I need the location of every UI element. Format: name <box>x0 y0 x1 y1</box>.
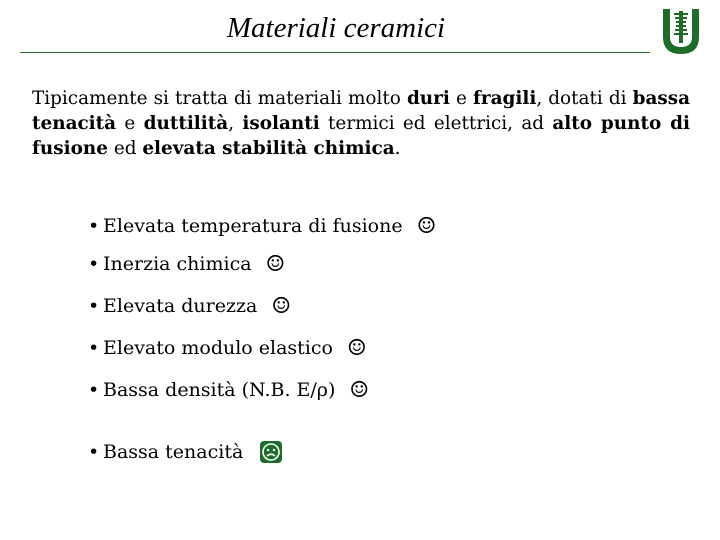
intro-text: . <box>394 138 401 159</box>
list-item <box>88 334 367 362</box>
list-item <box>88 376 369 404</box>
smiley-icon: ☺ <box>416 214 437 239</box>
smiley-icon: ☺ <box>271 294 292 319</box>
bullet-marker: • <box>88 337 100 359</box>
intro-text: Tipicamente si tratta di materiali molto <box>32 88 407 109</box>
list-item-label: Elevata temperatura di fusione <box>103 215 403 237</box>
intro-bold-term: fragili <box>472 88 537 109</box>
list-item <box>88 438 283 466</box>
smiley-icon: ☺ <box>346 336 367 361</box>
intro-text: e <box>449 88 473 109</box>
list-item-label: Elevato modulo elastico <box>103 337 333 359</box>
intro-text: , dotati di <box>536 88 633 109</box>
bullet-marker: • <box>88 379 100 401</box>
intro-bold-term: duttilità <box>143 113 229 134</box>
intro-paragraph <box>32 86 690 161</box>
bullet-marker: • <box>88 441 100 463</box>
intro-bold-term: alto punto di fusione <box>32 113 690 159</box>
intro-bold-term: bassa tenacità <box>32 88 691 134</box>
bullet-marker: • <box>88 295 100 317</box>
title-underline <box>20 52 650 53</box>
list-item-label: Bassa densità (N.B. E/ρ) <box>103 379 336 401</box>
intro-text: termici ed elettrici, ad <box>319 113 553 134</box>
bullet-marker: • <box>88 215 100 237</box>
list-item-label: Elevata durezza <box>103 295 258 317</box>
intro-text: ed <box>107 138 143 159</box>
intro-text: e <box>116 113 144 134</box>
list-item <box>88 250 285 278</box>
intro-bold-term: isolanti <box>242 113 320 134</box>
intro-bold-term: duri <box>406 88 450 109</box>
intro-bold-term: elevata stabilità chimica <box>142 138 395 159</box>
list-item-label: Inerzia chimica <box>103 253 252 275</box>
intro-text: , <box>228 113 243 134</box>
bullet-marker: • <box>88 253 100 275</box>
frown-icon <box>259 440 283 464</box>
list-item <box>88 212 436 240</box>
smiley-icon: ☺ <box>349 378 370 403</box>
list-item-label: Bassa tenacità <box>103 441 244 463</box>
list-item <box>88 292 291 320</box>
page-title: Materiali ceramici <box>226 12 446 44</box>
smiley-icon: ☺ <box>265 252 286 277</box>
university-logo-icon <box>659 7 703 57</box>
